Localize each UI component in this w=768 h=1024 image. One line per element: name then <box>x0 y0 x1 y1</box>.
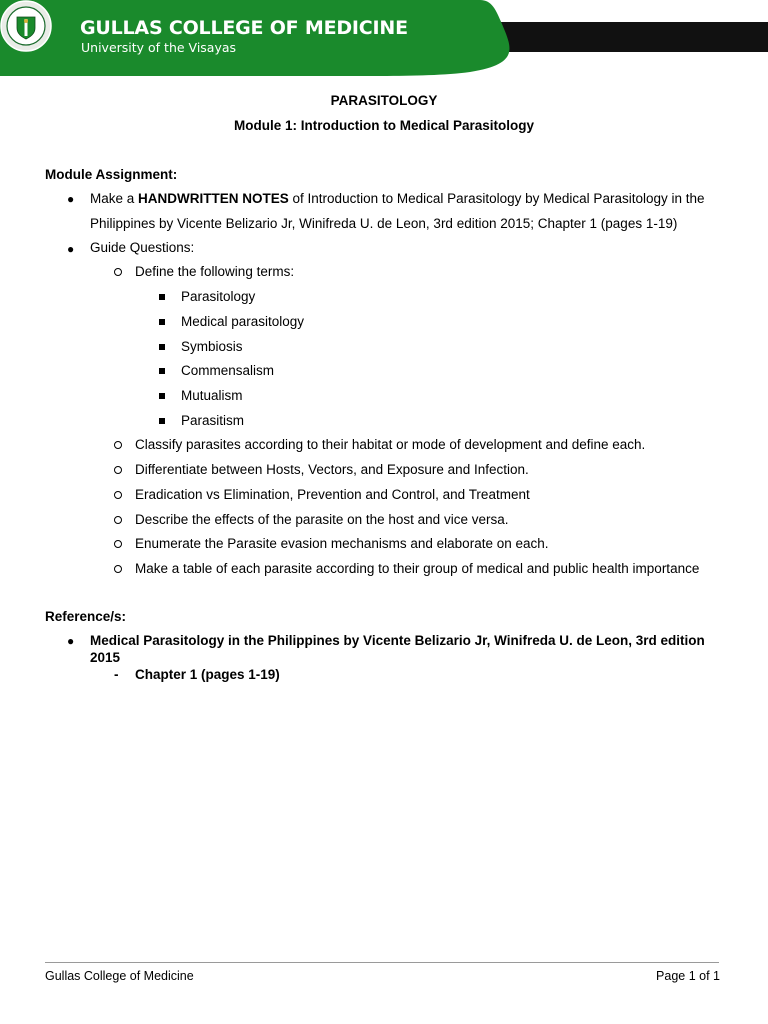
square-bullet-icon <box>159 319 165 325</box>
circle-bullet-icon <box>114 466 122 474</box>
reference-item-line2: 2015 <box>90 650 121 665</box>
bullet-icon: ● <box>67 634 75 648</box>
question-item: Enumerate the Parasite evasion mechanisms and elaborate on each. <box>135 536 549 551</box>
page-title: PARASITOLOGY <box>330 93 438 108</box>
term-item: Parasitism <box>181 413 245 428</box>
footer-college: Gullas College of Medicine <box>45 969 194 983</box>
footer-divider <box>45 962 719 963</box>
square-bullet-icon <box>159 393 165 399</box>
question-item: Differentiate between Hosts, Vectors, and Exposure and Infection. <box>135 462 529 477</box>
footer-page-number: Page 1 of 1 <box>656 969 720 983</box>
circle-bullet-icon <box>114 441 122 449</box>
college-seal-icon <box>0 0 52 52</box>
circle-bullet-icon <box>114 491 122 499</box>
question-item: Describe the effects of the parasite on the host and vice versa. <box>135 512 509 527</box>
circle-bullet-icon <box>114 540 122 548</box>
item-emphasis: HANDWRITTEN NOTES <box>138 191 289 206</box>
term-item: Symbiosis <box>181 339 243 354</box>
term-item: Mutualism <box>181 388 243 403</box>
square-bullet-icon <box>159 344 165 350</box>
question-item: Make a table of each parasite according to their group of medical and public health importance <box>135 561 700 576</box>
term-item: Medical parasitology <box>181 314 305 329</box>
reference-dash: - <box>114 667 119 682</box>
reference-subitem: Chapter 1 (pages 1-19) <box>135 667 280 682</box>
circle-bullet-icon <box>114 565 122 573</box>
item-prefix: Make a <box>90 191 139 206</box>
question-item: Eradication vs Elimination, Prevention and Control, and Treatment <box>135 487 530 502</box>
bullet-icon: ● <box>67 192 75 206</box>
college-name: GULLAS COLLEGE OF MEDICINE <box>80 17 408 39</box>
bullet-icon: ● <box>67 242 75 256</box>
square-bullet-icon <box>159 294 165 300</box>
module-title: Module 1: Introduction to Medical Parasitology <box>233 118 535 133</box>
university-name: University of the Visayas <box>81 40 237 55</box>
square-bullet-icon <box>159 418 165 424</box>
header-banner <box>0 0 768 76</box>
circle-bullet-icon <box>114 268 122 276</box>
assignment-item-guide: Guide Questions: <box>90 240 195 255</box>
assignment-item-notes <box>90 186 730 236</box>
term-item: Parasitology <box>181 289 256 304</box>
references-heading: Reference/s: <box>45 609 127 624</box>
define-label: Define the following terms: <box>135 264 295 279</box>
assignment-heading: Module Assignment: <box>45 167 178 182</box>
item-line2: Philippines by Vicente Belizario Jr, Winifreda U. de Leon, 3rd edition 2015; Chapter 1 (pages 1-19) <box>90 216 678 231</box>
circle-bullet-icon <box>114 516 122 524</box>
reference-item-line1: Medical Parasitology in the Philippines by Vicente Belizario Jr, Winifreda U. de Leon, 3rd edition <box>90 633 705 648</box>
square-bullet-icon <box>159 368 165 374</box>
item-rest: of Introduction to Medical Parasitology by Medical Parasitology in the <box>288 191 705 206</box>
question-item: Classify parasites according to their habitat or mode of development and define each. <box>135 437 646 452</box>
term-item: Commensalism <box>181 363 275 378</box>
